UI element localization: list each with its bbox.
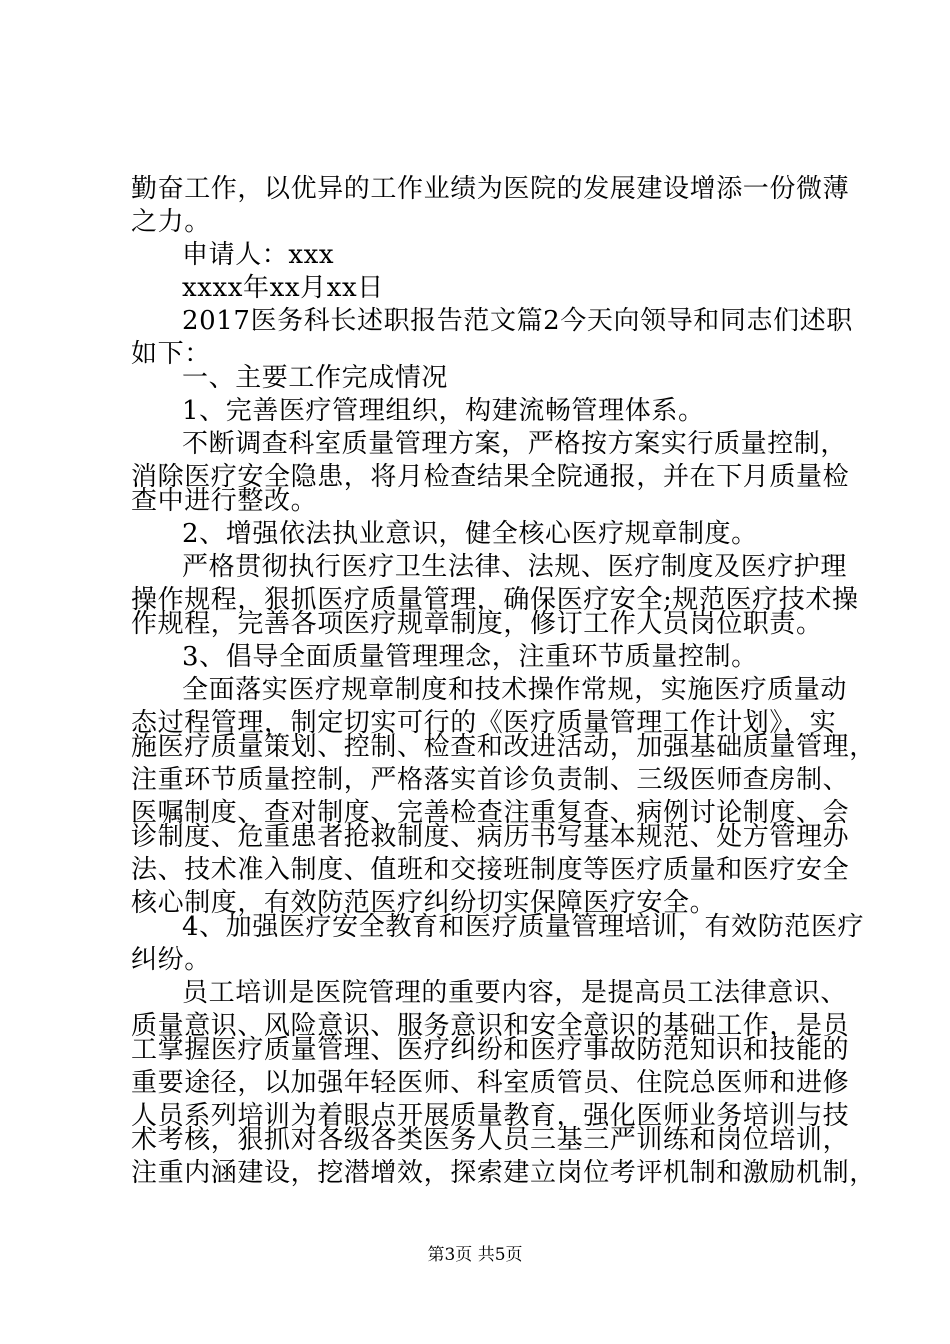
text-line: 2017医务科长述职报告范文篇2今天向领导和同志们述职 bbox=[182, 306, 853, 336]
text-line: 一、主要工作完成情况 bbox=[182, 363, 449, 393]
text-line: 操作规程，狠抓医疗质量管理，确保医疗安全;规范医疗技术操 bbox=[131, 585, 859, 615]
text-line: 法、技术准入制度、值班和交接班制度等医疗质量和医疗安全 bbox=[131, 855, 850, 885]
text-line: 2、增强依法执业意识，健全核心医疗规章制度。 bbox=[182, 519, 758, 549]
text-line: 质量意识、风险意识、服务意识和安全意识的基础工作，是员 bbox=[131, 1011, 850, 1041]
text-line: 术考核，狠抓对各级各类医务人员三基三严训练和岗位培训， bbox=[131, 1125, 850, 1155]
text-line: 医嘱制度、查对制度、完善检查注重复查、病例讨论制度、会 bbox=[131, 798, 850, 828]
text-line: 申请人：xxx bbox=[182, 240, 335, 270]
text-line: 1、完善医疗管理组织，构建流畅管理体系。 bbox=[182, 396, 705, 426]
text-line: 消除医疗安全隐患，将月检查结果全院通报，并在下月质量检 bbox=[131, 462, 850, 492]
page-number-footer: 第3页 共5页 bbox=[427, 1245, 523, 1265]
text-line: 人员系列培训为着眼点开展质量教育，强化医师业务培训与技 bbox=[131, 1101, 850, 1131]
text-line: 严格贯彻执行医疗卫生法律、法规、医疗制度及医疗护理 bbox=[182, 552, 848, 582]
text-line: 全面落实医疗规章制度和技术操作常规，实施医疗质量动 bbox=[182, 675, 848, 705]
text-line: 工掌握医疗质量管理、医疗纠纷和医疗事故防范知识和技能的 bbox=[131, 1035, 850, 1065]
text-line: 纠纷。 bbox=[131, 945, 211, 975]
text-line: 不断调查科室质量管理方案，严格按方案实行质量控制， bbox=[182, 429, 848, 459]
text-line: 重要途径，以加强年轻医师、科室质管员、住院总医师和进修 bbox=[131, 1068, 850, 1098]
text-line: 注重内涵建设，挖潜增效，探索建立岗位考评机制和激励机制， bbox=[131, 1158, 876, 1188]
text-line: 查中进行整改。 bbox=[131, 486, 318, 516]
text-line: 3、倡导全面质量管理理念，注重环节质量控制。 bbox=[182, 642, 758, 672]
text-line: 诊制度、危重患者抢救制度、病历书写基本规范、处方管理办 bbox=[131, 822, 850, 852]
text-line: 4、加强医疗安全教育和医疗质量管理培训，有效防范医疗 bbox=[182, 912, 865, 942]
text-line: 核心制度，有效防范医疗纠纷切实保障医疗安全。 bbox=[131, 888, 717, 918]
text-line: 施医疗质量策划、控制、检查和改进活动，加强基础质量管理， bbox=[131, 732, 876, 762]
text-line: 员工培训是医院管理的重要内容，是提高员工法律意识、 bbox=[182, 978, 848, 1008]
text-line: 态过程管理，制定切实可行的《医疗质量管理工作计划》，实 bbox=[131, 708, 837, 738]
text-line: 注重环节质量控制，严格落实首诊负责制、三级医师查房制、 bbox=[131, 765, 850, 795]
text-line: xxxx年xx月xx日 bbox=[182, 273, 384, 303]
text-line: 作规程，完善各项医疗规章制度，修订工作人员岗位职责。 bbox=[131, 609, 823, 639]
text-line: 勤奋工作，以优异的工作业绩为医院的发展建设增添一份微薄 bbox=[131, 174, 850, 204]
text-line: 之力。 bbox=[131, 207, 211, 237]
text-line: 如下： bbox=[131, 339, 211, 369]
